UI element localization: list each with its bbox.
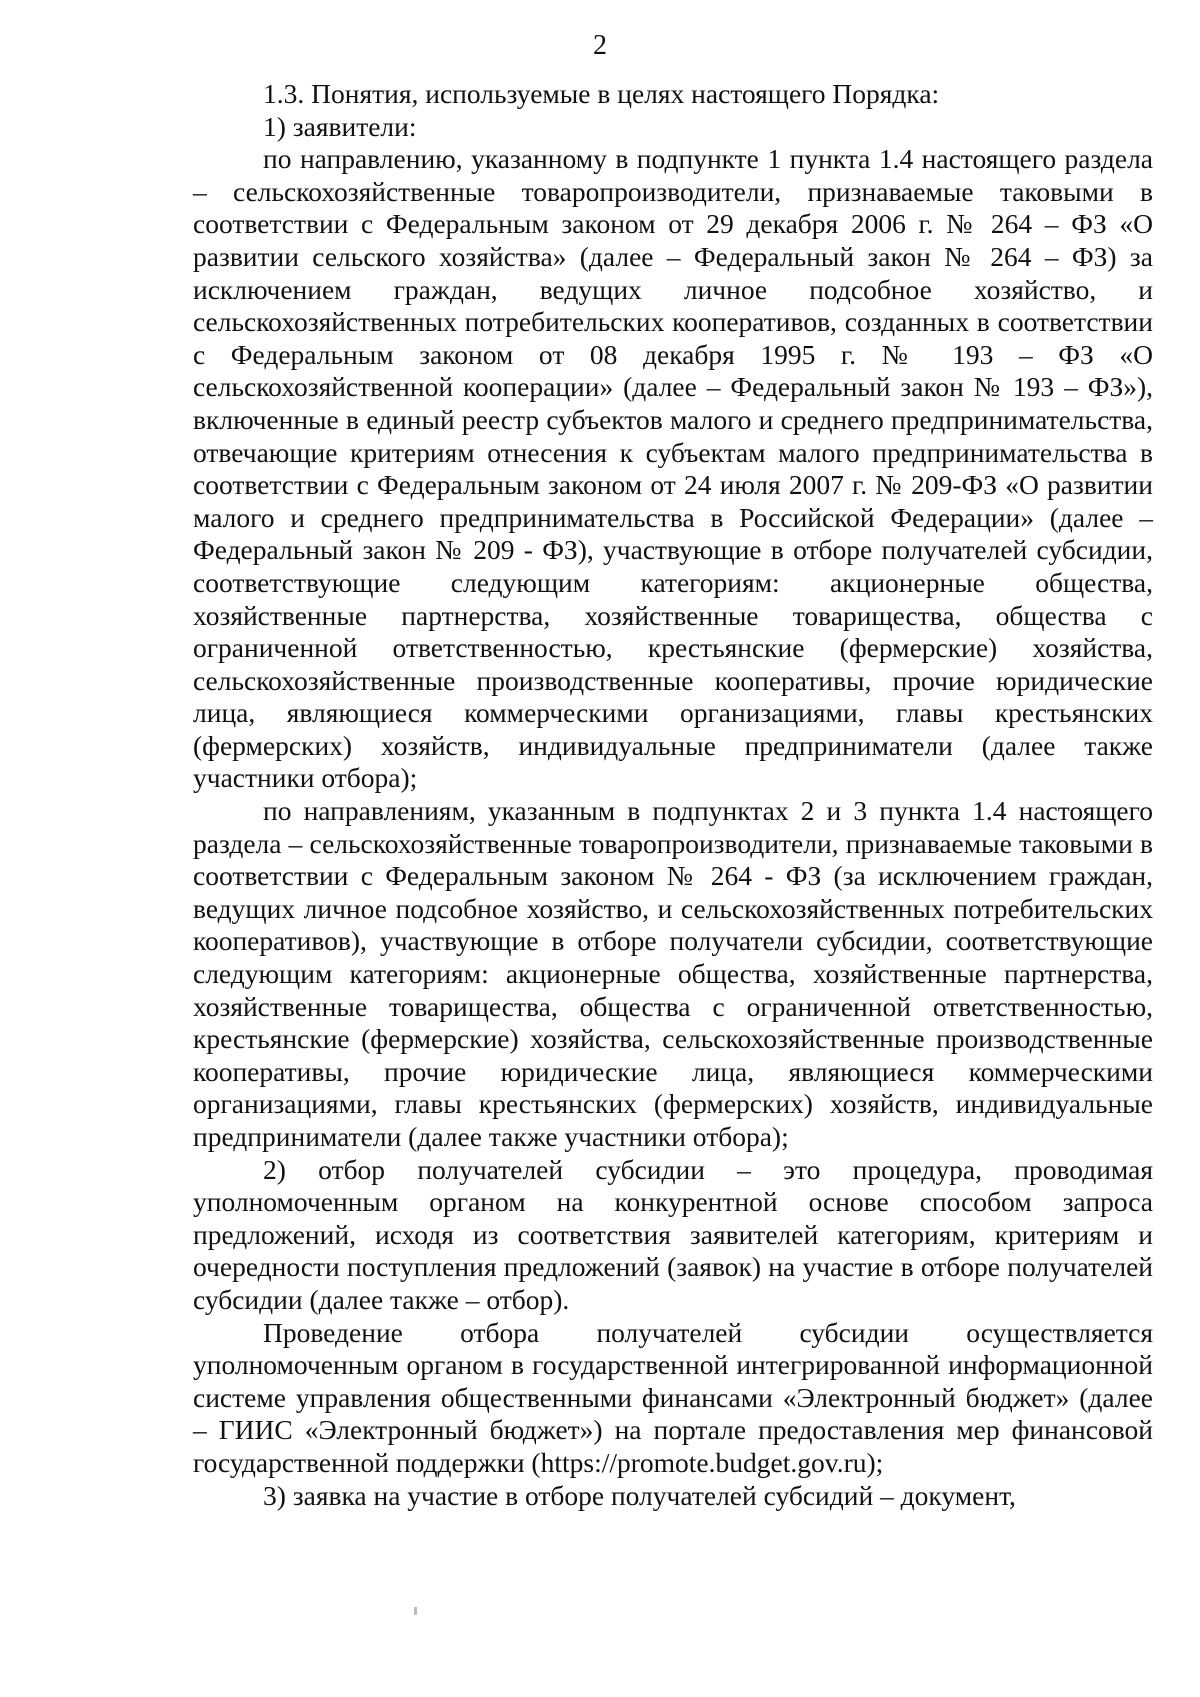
document-body <box>193 78 1153 1512</box>
section-heading-1-3: 1.3. Понятия, используемые в целях настоящего Порядка: <box>263 78 940 109</box>
page-number: 2 <box>593 30 607 61</box>
item-2-selection-definition: 2) отбор получателей субсидии – это процедура, проводимая уполномоченным органом на конкурентной основе способом запроса предложений, исходя из соответствия заявителей категориям, критериям и очередности поступления предложений (заявок) на участие в отборе получателей субсидии (далее также – отбор). <box>193 1153 1153 1315</box>
paragraph-direction-1: по направлению, указанному в подпункте 1 пункта 1.4 настоящего раздела – сельскохозяйственные товаропроизводители, признаваемые таковыми в соответствии с Федеральным законом от 29 декабря 2006 г. № 264 – ФЗ «О развитии сельского хозяйства» (далее – Федеральный закон № 264 – ФЗ) за исключением граждан, ведущих личное подсобное хозяйство, и сельскохозяйственных потребительских кооперативов, созданных в соответствии с Федеральным законом от 08 декабря 1995 г. № 193 – ФЗ «О сельскохозяйственной кооперации» (далее – Федеральный закон № 193 – ФЗ»), включенные в единый реестр субъектов малого и среднего предпринимательства, отвечающие критериям отнесения к субъектам малого предпринимательства в соответствии с Федеральным законом от 24 июля 2007 г. № 209-ФЗ «О развитии малого и среднего предпринимательства в Российской Федерации» (далее – Федеральный закон № 209 - ФЗ), участвующие в отборе получателей субсидии, соответствующие следующим категориям: акционерные общества, хозяйственные партнерства, хозяйственные товарищества, общества с ограниченной ответственностью, крестьянские (фермерские) хозяйства, сельскохозяйственные производственные кооперативы, прочие юридические лица, являющиеся коммерческими организациями, главы крестьянских (фермерских) хозяйств, индивидуальные предприниматели (далее также участники отбора); <box>193 143 1153 794</box>
paragraph-directions-2-3: по направлениям, указанным в подпунктах 2 и 3 пункта 1.4 настоящего раздела – сельскохозяйственные товаропроизводители, признаваемые таковыми в соответствии с Федеральным законом № 264 - ФЗ (за исключением граждан, ведущих личное подсобное хозяйство, и сельскохозяйственных потребительских кооперативов), участвующие в отборе получатели субсидии, соответствующие следующим категориям: акционерные общества, хозяйственные партнерства, хозяйственные товарищества, общества с ограниченной ответственностью, крестьянские (фермерские) хозяйства, сельскохозяйственные производственные кооперативы, прочие юридические лица, являющиеся коммерческими организациями, главы крестьянских (фермерских) хозяйств, индивидуальные предприниматели (далее также участники отбора); <box>193 795 1153 1152</box>
scan-artifact <box>414 1607 417 1615</box>
item-1-applicants-heading: 1) заявители: <box>263 110 417 142</box>
paragraph-selection-procedure: Проведение отбора получателей субсидии осуществляется уполномоченным органом в государственной интегрированной информационной системе управления общественными финансами «Электронный бюджет» (далее – ГИИС «Электронный бюджет») на портале предоставления мер финансовой государственной поддержки (https://promote.budget.gov.ru); <box>193 1316 1153 1478</box>
item-3-application-definition: 3) заявка на участие в отборе получателей субсидий – документ, <box>263 1479 1016 1511</box>
